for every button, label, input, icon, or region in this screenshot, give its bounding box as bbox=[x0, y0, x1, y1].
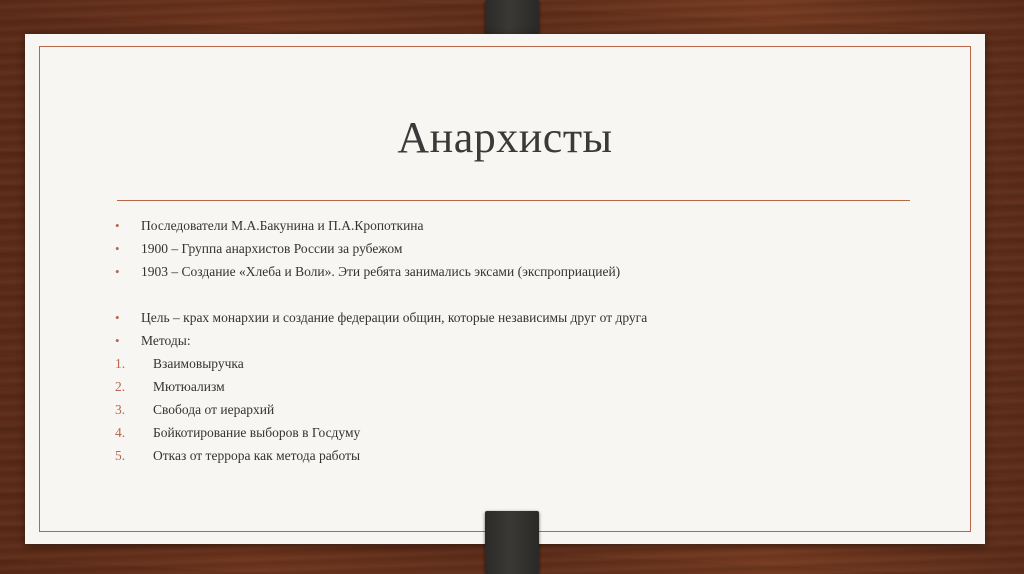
list-item-text: Цель – крах монархии и создание федерации общин, которые независимы друг от друга bbox=[141, 310, 648, 325]
slide-title: Анархисты bbox=[397, 113, 613, 162]
list-item bbox=[115, 214, 915, 237]
numbered-item bbox=[115, 444, 915, 467]
bullet-icon: • bbox=[115, 241, 120, 256]
numbered-item-text: Свобода от иерархий bbox=[153, 402, 275, 417]
list-item bbox=[115, 306, 915, 329]
numbered-item-text: Бойкотирование выборов в Госдуму bbox=[153, 425, 361, 440]
title-divider bbox=[117, 200, 910, 201]
list-item bbox=[115, 237, 915, 260]
list-item bbox=[115, 260, 915, 283]
list-item-text: Последователи М.А.Бакунина и П.А.Кропоткина bbox=[141, 218, 424, 233]
item-number: 2. bbox=[115, 379, 126, 394]
bottom-clip-tab bbox=[485, 511, 539, 574]
numbered-item bbox=[115, 398, 915, 421]
list-spacer bbox=[115, 283, 915, 306]
numbered-item-text: Мютюализм bbox=[153, 379, 225, 394]
numbered-item bbox=[115, 421, 915, 444]
numbered-item bbox=[115, 375, 915, 398]
presentation-slide bbox=[25, 34, 985, 544]
numbered-item bbox=[115, 352, 915, 375]
bullet-icon: • bbox=[115, 310, 120, 325]
item-number: 4. bbox=[115, 425, 126, 440]
item-number: 1. bbox=[115, 356, 126, 371]
numbered-item-text: Отказ от террора как метода работы bbox=[153, 448, 361, 463]
slide-content bbox=[115, 214, 915, 467]
list-item bbox=[115, 329, 915, 352]
bullet-icon: • bbox=[115, 264, 120, 279]
bullet-icon: • bbox=[115, 333, 120, 348]
item-number: 5. bbox=[115, 448, 126, 463]
bullet-icon: • bbox=[115, 218, 120, 233]
list-item-text: 1900 – Группа анархистов России за рубежом bbox=[141, 241, 403, 256]
list-item-text: 1903 – Создание «Хлеба и Воли». Эти ребята занимались эксами (экспроприацией) bbox=[141, 264, 621, 279]
item-number: 3. bbox=[115, 402, 126, 417]
numbered-item-text: Взаимовыручка bbox=[153, 356, 244, 371]
list-item-text: Методы: bbox=[141, 333, 191, 348]
